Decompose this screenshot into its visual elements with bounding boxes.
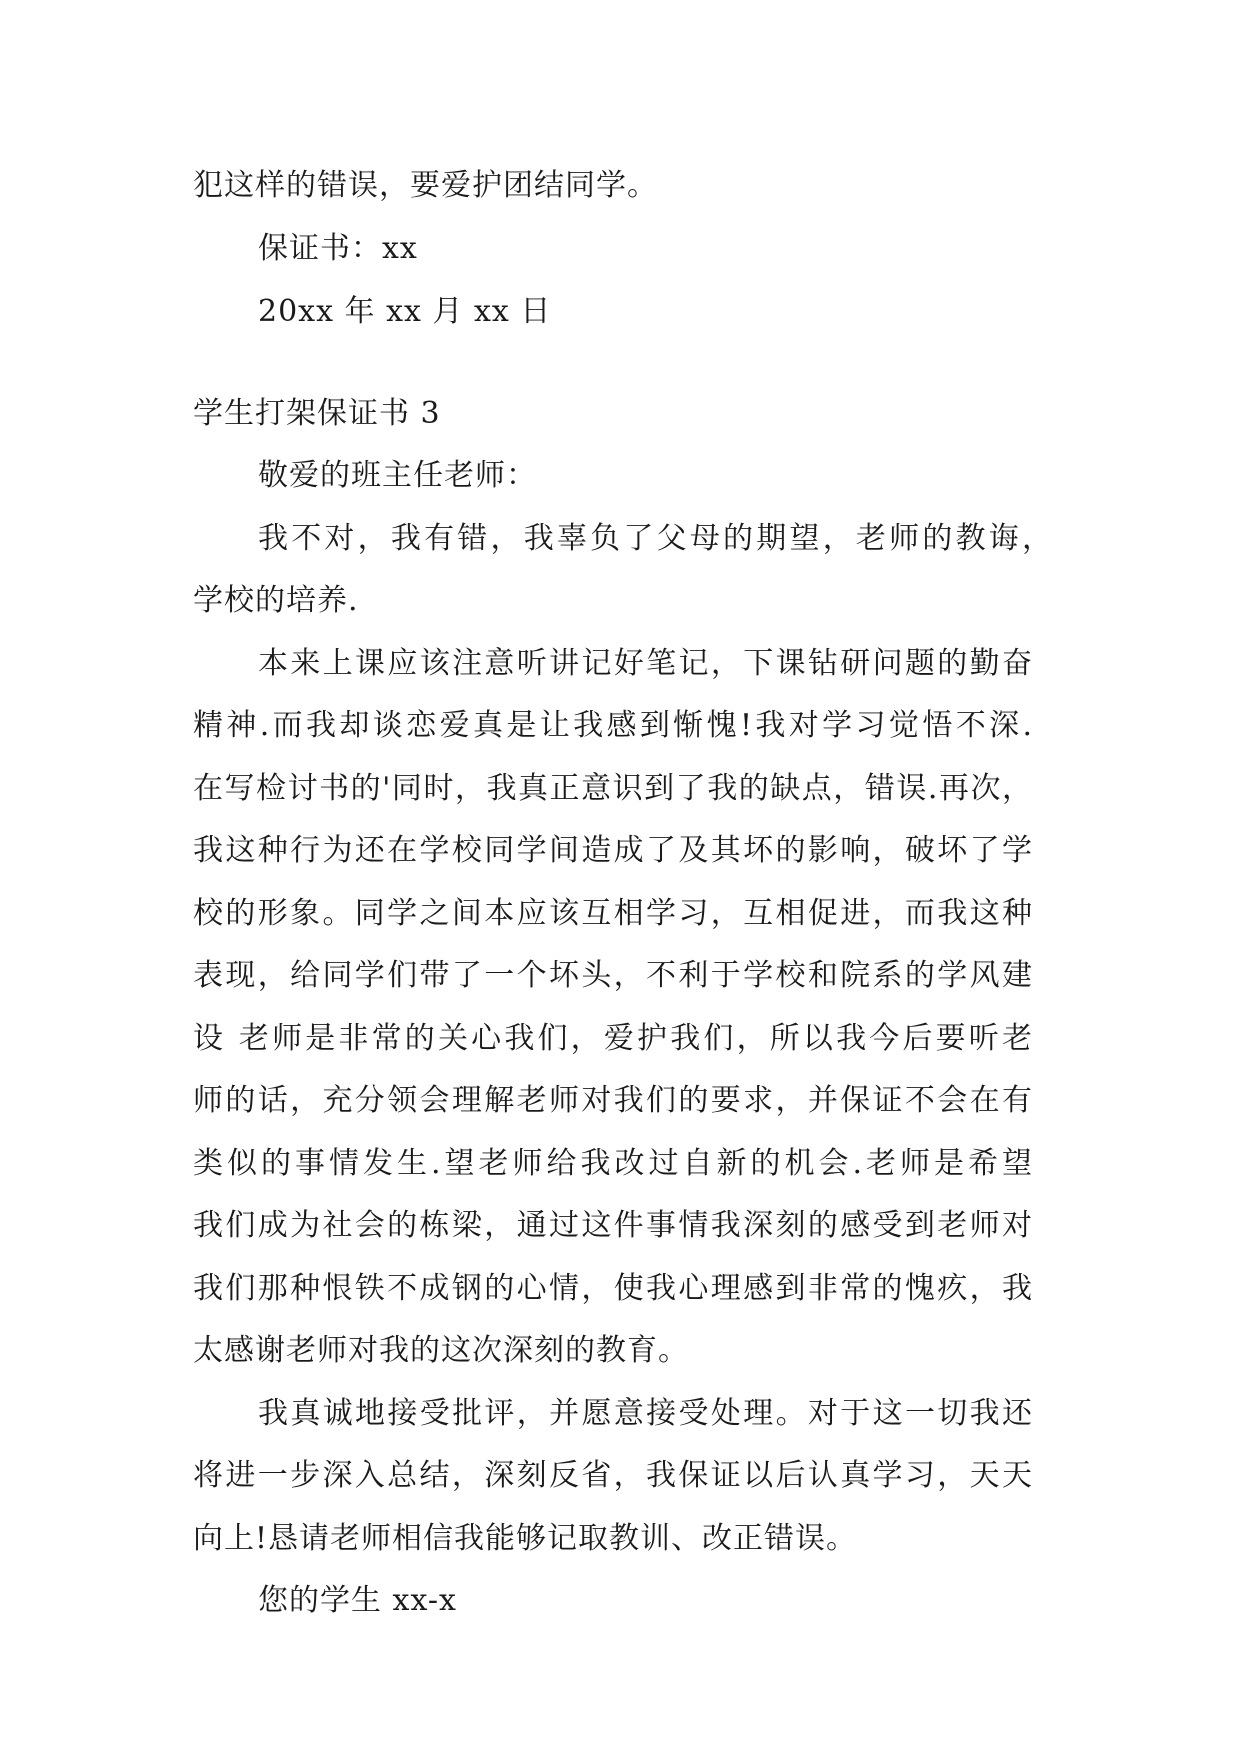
paragraph-line: 师的话，充分领会理解老师对我们的要求，并保证不会在有 [193, 1083, 1033, 1118]
paragraph-line: 本来上课应该注意听讲记好笔记，下课钻研问题的勤奋 [258, 646, 1033, 681]
paragraph-line: 表现，给同学们带了一个坏头，不利于学校和院系的学风建 [193, 958, 1033, 993]
salutation: 敬爱的班主任老师： [258, 458, 537, 493]
section-title: 学生打架保证书 3 [193, 396, 441, 431]
paragraph-line: 我们成为社会的栋梁，通过这件事情我深刻的感受到老师对 [193, 1208, 1033, 1243]
paragraph-line: 我不对，我有错，我辜负了父母的期望，老师的教诲， [258, 521, 1053, 556]
paragraph-line: 校的形象。同学之间本应该互相学习，互相促进，而我这种 [193, 896, 1033, 931]
guarantor-line: 保证书：xx [258, 231, 418, 266]
paragraph-line: 将进一步深入总结，深刻反省，我保证以后认真学习，天天 [193, 1458, 1033, 1493]
paragraph-line: 太感谢老师对我的这次深刻的教育。 [193, 1333, 689, 1368]
date-line: 20xx 年 xx 月 xx 日 [258, 294, 552, 329]
text-line: 犯这样的错误，要爱护团结同学。 [193, 168, 658, 203]
paragraph-line: 精神.而我却谈恋爱真是让我感到惭愧!我对学习觉悟不深. [193, 708, 1033, 743]
paragraph-line: 我真诚地接受批评，并愿意接受处理。对于这一切我还 [258, 1396, 1033, 1431]
paragraph-line: 向上!恳请老师相信我能够记取教训、改正错误。 [193, 1521, 858, 1556]
paragraph-line: 我们那种恨铁不成钢的心情，使我心理感到非常的愧疚，我 [193, 1271, 1033, 1306]
signature-line: 您的学生 xx-x [258, 1583, 457, 1618]
paragraph-line: 在写检讨书的'同时，我真正意识到了我的缺点，错误.再次， [193, 771, 1033, 806]
paragraph-line: 学校的培养. [193, 583, 359, 618]
paragraph-line: 我这种行为还在学校同学间造成了及其坏的影响，破坏了学 [193, 833, 1033, 868]
paragraph-line: 设 老师是非常的关心我们，爱护我们，所以我今后要听老 [193, 1021, 1033, 1056]
paragraph-line: 类似的事情发生.望老师给我改过自新的机会.老师是希望 [193, 1146, 1033, 1181]
